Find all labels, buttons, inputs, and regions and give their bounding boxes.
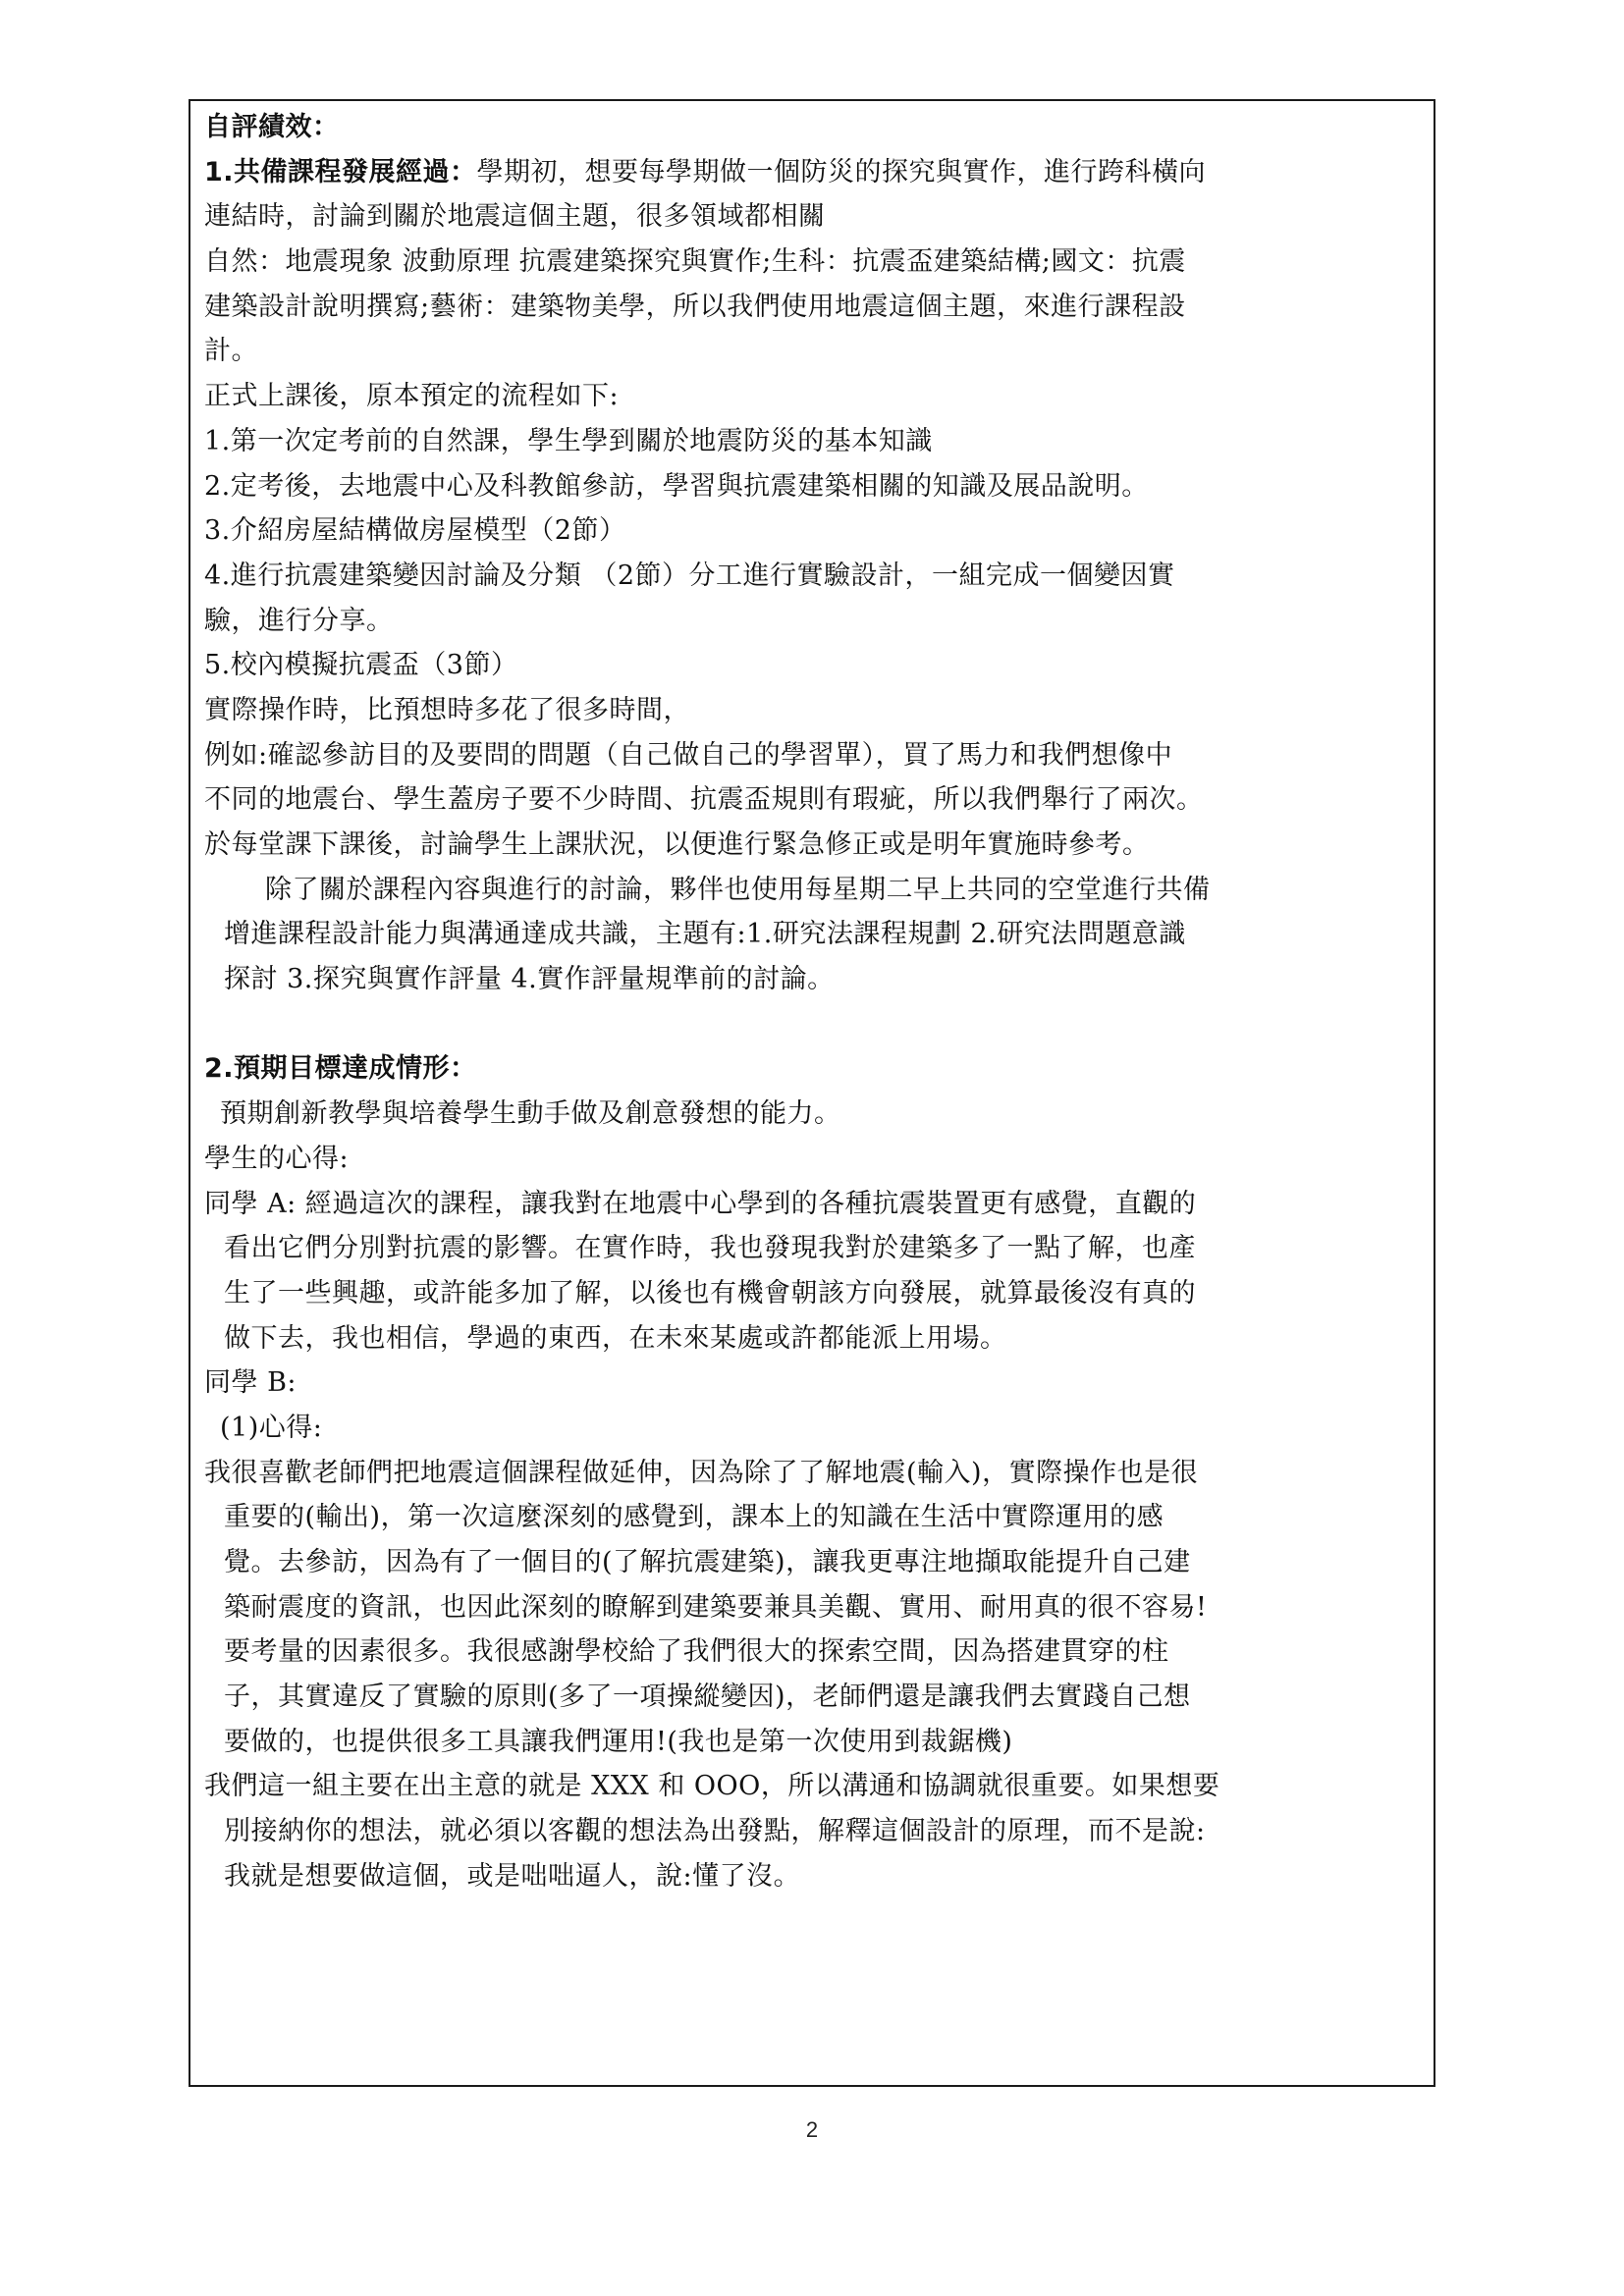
student-b-line: 要做的，也提供很多工具讓我們運用!(我也是第一次使用到裁鋸機) <box>224 1726 1013 1757</box>
student-a-line: 同學 A: 經過這次的課程，讓我對在地震中心學到的各種抗震裝置更有感覺，直觀的 <box>204 1188 1197 1219</box>
student-b-line: 築耐震度的資訊，也因此深刻的瞭解到建築要兼具美觀、實用、耐用真的很不容易! <box>224 1591 1208 1623</box>
reflection-label: 學生的心得: <box>204 1143 350 1174</box>
student-b-line: 我很喜歡老師們把地震這個課程做延伸，因為除了了解地震(輸入)，實際操作也是很 <box>204 1457 1199 1488</box>
text-line: 實際操作時，比預想時多花了很多時間， <box>204 694 690 725</box>
text-line: 驗，進行分享。 <box>204 605 394 636</box>
student-b-line: 別接納你的想法，就必須以客觀的想法為出發點，解釋這個設計的原理，而不是說: <box>224 1816 1206 1847</box>
list-item: 1.第一次定考前的自然課，學生學到關於地震防災的基本知識 <box>204 425 933 456</box>
list-item: 5.校內模擬抗震盃（3節） <box>204 650 518 681</box>
text-line: 連結時，討論到關於地震這個主題，很多領域都相關 <box>204 201 826 233</box>
blank-line <box>204 1002 1434 1047</box>
list-item: 4.進行抗震建築變因討論及分類 （2節）分工進行實驗設計，一組完成一個變因實 <box>204 560 1175 591</box>
student-b-line: 子，其實違反了實驗的原則(多了一項操縱變因)，老師們還是讓我們去實踐自己想 <box>224 1682 1191 1713</box>
part1-line1-text: 學期初，想要每學期做一個防災的探究與實作，進行跨科橫向 <box>476 156 1207 187</box>
student-b-line: 重要的(輸出)，第一次這麼深刻的感覺到，課本上的知識在生活中實際運用的感 <box>224 1502 1164 1533</box>
text-line: 建築設計說明撰寫;藝術：建築物美學，所以我們使用地震這個主題，來進行課程設 <box>204 291 1186 322</box>
evaluation-box <box>189 99 1435 2087</box>
part1-heading: 1.共備課程發展經過： <box>204 156 477 187</box>
student-b-line: 我就是想要做這個，或是咄咄逼人，說:懂了沒。 <box>224 1860 801 1892</box>
text-line: 於每堂課下課後，討論學生上課狀況，以便進行緊急修正或是明年實施時參考。 <box>204 829 1150 860</box>
paragraph-line: 除了關於課程內容與進行的討論，夥伴也使用每星期二早上共同的空堂進行共備 <box>265 874 1211 905</box>
student-b-label: 同學 B: <box>204 1367 298 1399</box>
goal-line: 預期創新教學與培養學生動手做及創意發想的能力。 <box>220 1098 841 1130</box>
student-b-sublabel: (1)心得: <box>220 1412 323 1443</box>
text-line: 不同的地震台、學生蓋房子要不少時間、抗震盃規則有瑕疵，所以我們舉行了兩次。 <box>204 784 1204 816</box>
student-b-line: 我們這一組主要在出主意的就是 XXX 和 OOO，所以溝通和協調就很重要。如果想要 <box>204 1771 1220 1802</box>
student-a-line: 看出它們分別對抗震的影響。在實作時，我也發現我對於建築多了一點了解，也產 <box>224 1233 1196 1264</box>
text-line: 自然：地震現象 波動原理 抗震建築探究與實作;生科：抗震盃建築結構;國文：抗震 <box>204 246 1186 278</box>
part1-first-line <box>204 150 1434 195</box>
student-a-line: 做下去，我也相信，學過的東西，在未來某處或許都能派上用場。 <box>224 1322 1007 1354</box>
text-line: 正式上課後，原本預定的流程如下: <box>204 381 620 412</box>
list-item: 2.定考後，去地震中心及科教館參訪，學習與抗震建築相關的知識及展品說明。 <box>204 470 1149 502</box>
text-line: 計。 <box>204 336 258 367</box>
section-title: 自評績效： <box>204 112 340 142</box>
student-b-line: 覺。去參訪，因為有了一個目的(了解抗震建築)，讓我更專注地擷取能提升自己建 <box>224 1547 1191 1577</box>
paragraph-line: 探討 3.探究與實作評量 4.實作評量規準前的討論。 <box>224 964 835 995</box>
student-a-line: 生了一些興趣，或許能多加了解，以後也有機會朝該方向發展，就算最後沒有真的 <box>224 1277 1196 1308</box>
text-line: 例如:確認參訪目的及要問的問題（自己做自己的學習單），買了馬力和我們想像中 <box>204 739 1173 771</box>
paragraph-line: 增進課程設計能力與溝通達成共識，主題有:1.研究法課程規劃 2.研究法問題意識 <box>224 919 1186 950</box>
part2-heading: 2.預期目標達成情形： <box>204 1053 477 1085</box>
student-b-line: 要考量的因素很多。我很感謝學校給了我們很大的探索空間，因為搭建貫穿的柱 <box>224 1636 1169 1668</box>
page-number: 2 <box>805 2117 819 2142</box>
list-item: 3.介紹房屋結構做房屋模型（2節） <box>204 515 626 547</box>
